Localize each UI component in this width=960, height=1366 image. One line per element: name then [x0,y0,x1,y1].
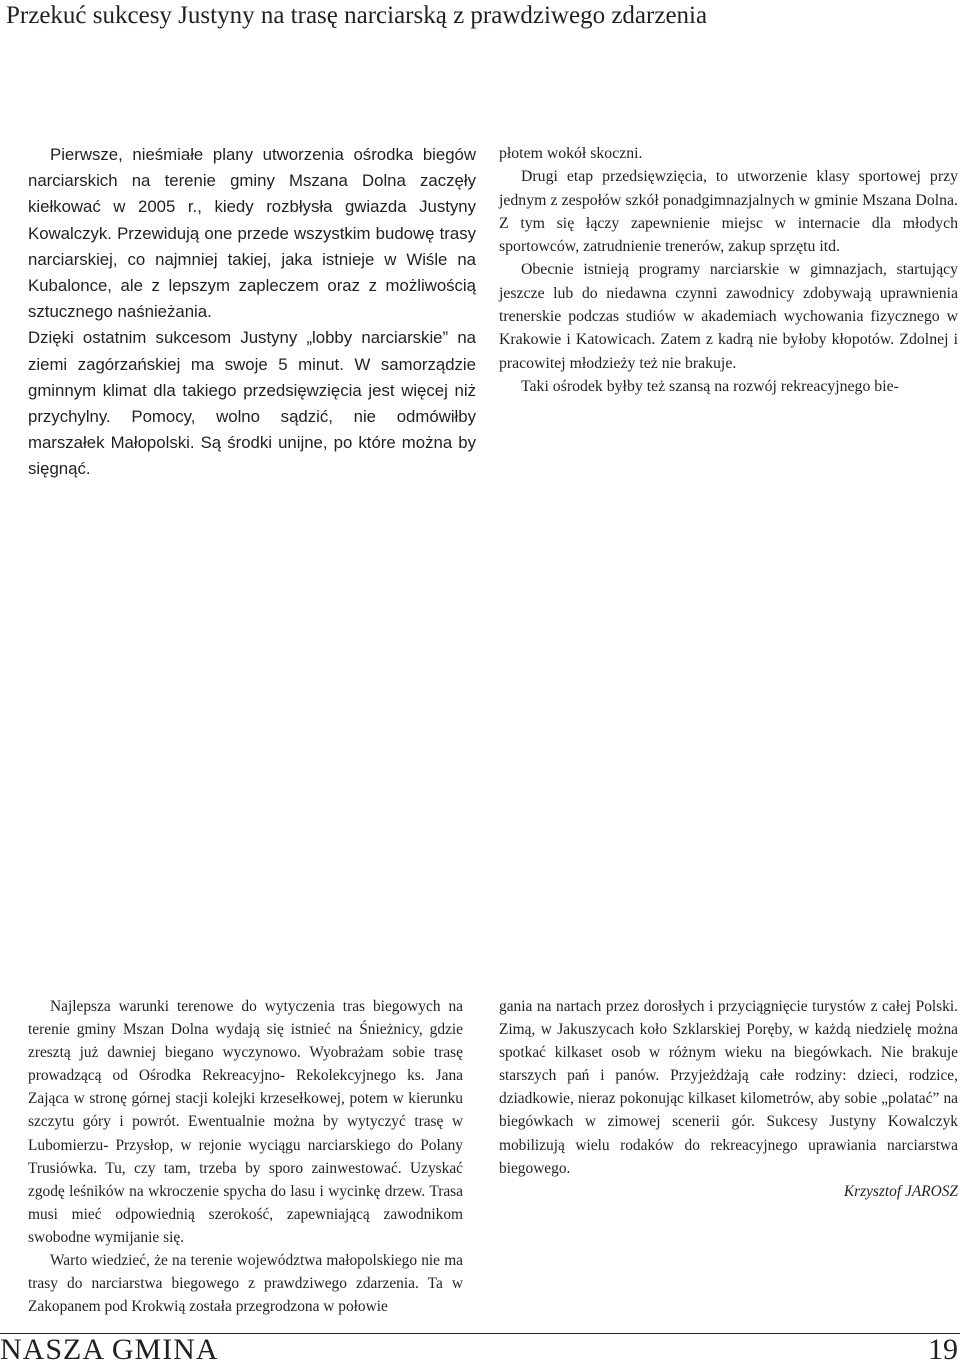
publication-name: NASZA GMINA [0,1333,219,1366]
bottom-left-paragraph-2: Warto wiedzieć, że na terenie województwa małopolskiego nie ma trasy do narciarstwa biegowego z prawdziwego zdarzenia. Ta w Zakopanem pod Krokwią została przegrodzona w połowie [28,1252,463,1316]
author-signature: Krzysztof JAROSZ [843,1182,958,1200]
bottom-left-column [28,995,463,1318]
top-right-paragraph-4: Taki ośrodek byłby też szansą na rozwój rekreacyjnego bie- [521,377,899,395]
top-left-column [28,142,476,483]
bottom-left-paragraph-1: Najlepsza warunki terenowe do wytyczenia tras biegowych na terenie gminy Mszan Dolna wydają się istnieć na Śnieżnicy, gdzie zresztą już dawniej biegano wyczynowo. Wyobrażam sobie trasę prowadzącą od Ośrodka Rekreacyjno- Rekolekcyjnego ks. Jana Zająca w stronę górnej stacji kolejki krzesełkowej, potem w kierunku szczytu góry i powrót. Ewentualnie można by wytyczyć trasę w Lubomierzu- Przysłop, w rejonie wyciągu narciarskiego do Polany Trusiówka. Tu, czy tam, trzeba by sporo zainwestować. Uzyskać zgodę leśników na wkroczenie spycha do lasu i wycinkę drzew. Trasa musi mieć odpowiednią szerokość, zapewniającą zawodnikom swobodne wymijanie się. [28,998,463,1246]
top-right-paragraph-2: Drugi etap przedsięwzięcia, to utworzenie klasy sportowej przy jednym z zespołów szkół ponadgimnazjalnych w gminie Mszana Dolna. Z tym się łączy zapewnienie miejsc w internacie dla młodych sportowców, zatrudnienie trenerów, zakup sprzętu itd. [499,168,958,256]
page-number: 19 [928,1333,958,1366]
top-left-paragraph-2: Dzięki ostatnim sukcesom Justyny „lobby narciarskie” na ziemi zagórzańskiej ma swoje 5 minut. W samorządzie gminnym klimat dla takiego przedsięwzięcia jest więcej niż przychylny. Pomocy, wolno sądzić, nie odmówiłby marszałek Małopolski. Są środki unijne, po które można by sięgnąć. [28,328,476,479]
bottom-right-column [499,995,958,1203]
top-right-column [499,142,958,398]
top-right-paragraph-3: Obecnie istnieją programy narciarskie w gimnazjach, startujący jeszcze lub do niedawna czynni zawodnicy zdobywają uprawnienia trenerskie podczas studiów w akademiach wychowania fizycznego w Krakowie i Katowicach. Zatem z kadrą nie byłoby kłopotów. Zdolnej i pracowitej młodzieży też nie brakuje. [499,261,958,372]
article-title: Przekuć sukcesy Justyny na trasę narciarską z prawdziwego zdarzenia [6,2,708,29]
top-left-paragraph-1: Pierwsze, nieśmiałe plany utworzenia ośrodka biegów narciarskich na terenie gminy Mszana Dolna zaczęły kiełkować w 2005 r., kiedy rozbłysła gwiazda Justyny Kowalczyk. Przewidują one przede wszystkim budowę trasy narciarskiej, co najmniej takiej, jaka istnieje w Wiśle na Kubalonce, ale z lepszym zapleczem oraz z możliwością sztucznego naśnieżania. [28,145,476,322]
bottom-right-paragraph-1: gania na nartach przez dorosłych i przyciągnięcie turystów z całej Polski. Zimą, w Jakuszycach koło Szklarskiej Poręby, w każdą niedzielę można spotkać kilkaset osob w różnym wieku na biegówkach. Nie brakuje starszych pań i panów. Przyjeżdżają całe rodziny: dzieci, rodzice, dziadkowie, nieraz pokonując kilkaset kilometrów, aby sobie „polatać” na biegówkach w zimowej scenerii gór. Sukcesy Justyny Kowalczyk mobilizują wielu rodaków do rekreacyjnego uprawiania narciarstwa biegowego. [499,998,958,1177]
top-right-paragraph-1: płotem wokół skoczni. [499,145,643,162]
